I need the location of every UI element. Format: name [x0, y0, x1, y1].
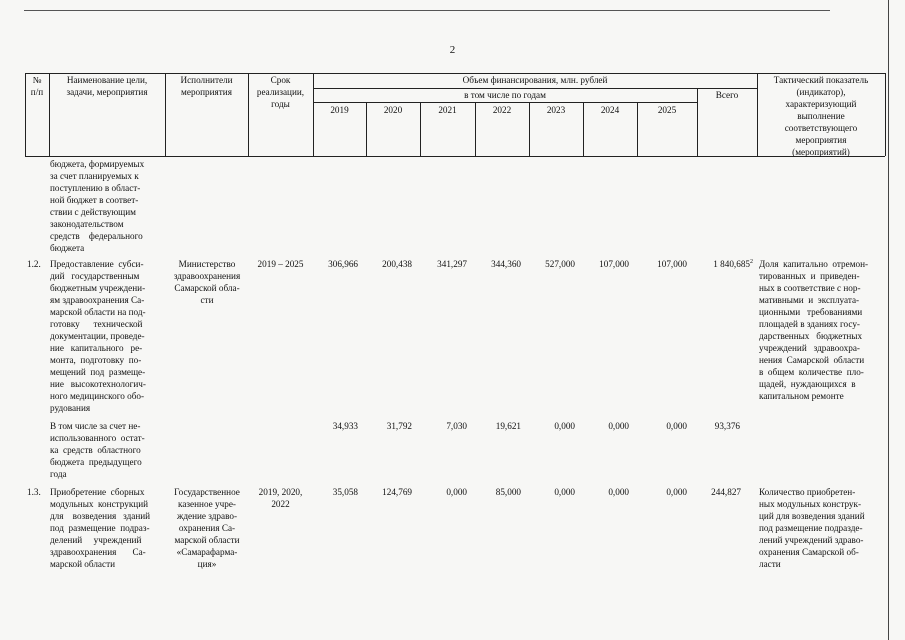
row-term: 2019 – 2025 [257, 259, 304, 269]
row-term: 2019, 2020, 2022 [258, 487, 303, 509]
header-name: Наименование цели, задачи, мероприятия [66, 75, 148, 97]
header-year-2019: 2019 [330, 105, 349, 115]
row-name: В том числе за счет не- использованного остат- ка средств областного бюджета предыдущего года [50, 421, 145, 479]
row-value-2023: 0,000 [554, 421, 575, 431]
row-name: Приобретение сборных модульных конструкций для возведения зданий под размещение подраз- делений учреждений здравоохранения Са- марской области [50, 487, 151, 569]
header-indicator: Тактический показатель (индикатор), характеризующий выполнение соответствующего мероприятия (мероприятий) [773, 75, 869, 157]
row-value-2022: 344,360 [491, 259, 521, 269]
row-name: Предоставление субси- дий государственным бюджетным учреждени- ям здравоохранения Са- марской области на под- готовку технической документации, проведе- ние капитального ре- монта, подготовку по- мещений под размеще- ние высокотехнологич- ного медицинского обо- рудования [50, 259, 146, 413]
row-value-2021: 341,297 [437, 259, 467, 269]
row-value-2023: 0,000 [554, 487, 575, 497]
row-value-2025: 0,000 [666, 487, 687, 497]
header-year-2024: 2024 [600, 105, 620, 115]
row-num: 1.2. [27, 259, 41, 269]
header-num: № п/п [30, 75, 44, 97]
header-year-2020: 2020 [383, 105, 403, 115]
row-total: 244,827 [711, 487, 741, 497]
row-value-2019: 34,933 [332, 421, 358, 431]
row-value-2021: 7,030 [446, 421, 467, 431]
header-year-2022: 2022 [492, 105, 512, 115]
row-value-2022: 85,000 [495, 487, 521, 497]
header-total: Всего [715, 90, 739, 100]
row-value-2023: 527,000 [545, 259, 575, 269]
row-value-2020: 31,792 [386, 421, 412, 431]
row-value-2024: 107,000 [599, 259, 629, 269]
row-total: 93,376 [714, 421, 740, 431]
header-year-2021: 2021 [438, 105, 457, 115]
row-value-2020: 200,438 [382, 259, 412, 269]
header-year-2025: 2025 [657, 105, 677, 115]
header-term: Срок реализации, годы [256, 75, 305, 109]
row-executor: Государственное казенное учре- ждение здраво- охранения Са- марской области «Самарафарма- ция» [174, 487, 240, 569]
header-executors: Исполнители мероприятия [180, 75, 233, 97]
row-value-2019: 306,966 [328, 259, 358, 269]
row-value-2022: 19,621 [495, 421, 521, 431]
row-value-2021: 0,000 [446, 487, 467, 497]
row-value-2025: 107,000 [657, 259, 687, 269]
row-value-2025: 0,000 [666, 421, 687, 431]
row-indicator: Количество приобретен- ных модульных конструк- ций для возведения зданий под размещение подразде- лений учреждений здраво- охранения Самарской об- ласти [759, 487, 865, 569]
row-value-2019: 35,058 [332, 487, 358, 497]
header-by-years: в том числе по годам [464, 90, 546, 100]
row-value-2024: 0,000 [608, 421, 629, 431]
header-funding: Объем финансирования, млн. рублей [462, 75, 608, 85]
row-total: 1 840,685$^2$ [713, 258, 753, 269]
row-value-2024: 0,000 [608, 487, 629, 497]
row-num: 1.3. [27, 487, 41, 497]
continuation-name: бюджета, формируемых за счет планируемых к поступлению в област- ной бюджет в соответ- ствии с действующим законодательством средств федерального бюджета [50, 159, 145, 253]
row-executor: Министерство здравоохранения Самарской обла- сти [173, 259, 241, 305]
header-year-2023: 2023 [546, 105, 566, 115]
top-rule [24, 10, 830, 11]
row-indicator: Доля капитально отремон- тированных и приведен- ных в соответствие с нор- мативными и эксплуата- ционными требованиями площадей в зданиях госу- дарственных бюджетных учреждений здравоохра- нения Самарской области в общем количестве пло- щадей, нуждающихся в капитальном ремонте [759, 259, 869, 401]
page-number: 2 [449, 44, 456, 56]
right-margin-rule [888, 0, 889, 640]
row-value-2020: 124,769 [382, 487, 412, 497]
